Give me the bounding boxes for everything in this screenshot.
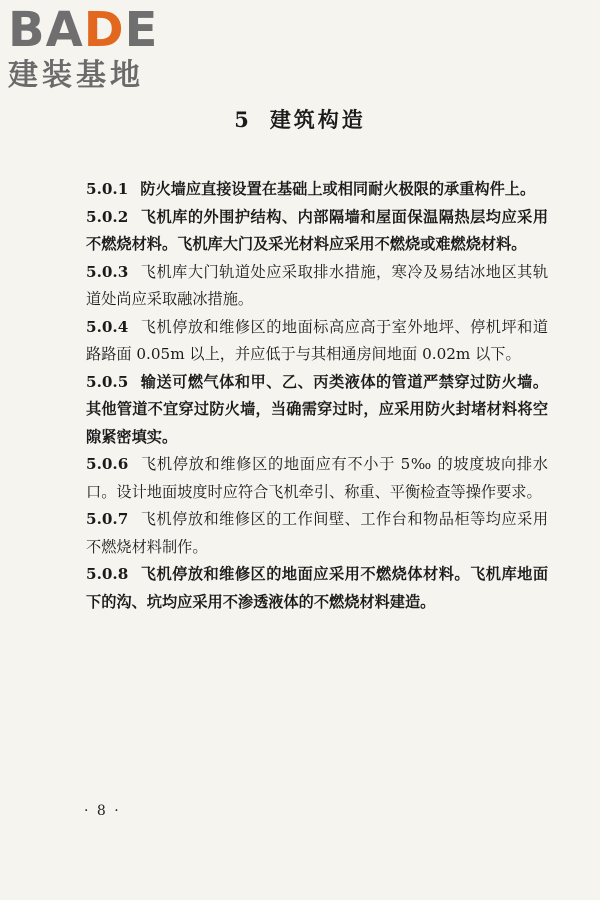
clause-5-0-6 <box>86 451 548 506</box>
clause-text: 飞机停放和维修区的工作间壁、工作台和物品柜等均应采用不燃烧材料制作。 <box>86 510 548 556</box>
clause-text: 飞机库大门轨道处应采取排水措施，寒冷及易结冰地区其轨道处尚应采取融冰措施。 <box>86 262 548 308</box>
clause-number: 5.0.7 <box>86 510 129 528</box>
brand-logo-wordmark <box>8 4 158 56</box>
clause-text: 飞机停放和维修区的地面标高应高于室外地坪、停机坪和道路路面 0.05m 以上，并应低于与其相通房间地面 0.02m 以下。 <box>86 317 548 363</box>
chapter-title <box>0 104 600 134</box>
chapter-number: 5 <box>234 107 252 132</box>
clause-text: 飞机库的外围护结构、内部隔墙和屋面保温隔热层均应采用不燃烧材料。飞机库大门及采光材料应采用不燃烧或难燃烧材料。 <box>86 207 548 253</box>
brand-logo-tail: E <box>124 2 159 58</box>
clause-5-0-1 <box>86 176 548 204</box>
clause-text: 防火墙应直接设置在基础上或相同耐火极限的承重构件上。 <box>140 180 536 198</box>
brand-logo-main: BA <box>8 2 84 58</box>
clause-list <box>86 176 548 616</box>
clause-number: 5.0.1 <box>86 180 129 198</box>
clause-5-0-3 <box>86 259 548 314</box>
brand-logo-accent: D <box>83 2 125 58</box>
clause-number: 5.0.6 <box>86 455 129 473</box>
brand-logo <box>8 4 178 96</box>
clause-number: 5.0.5 <box>86 372 129 391</box>
clause-5-0-4 <box>86 314 548 369</box>
clause-5-0-2 <box>86 204 548 259</box>
clause-text: 飞机停放和维修区的地面应采用不燃烧体材料。飞机库地面下的沟、坑均应采用不渗透液体的不燃烧材料建造。 <box>86 565 548 611</box>
page-number: · 8 · <box>84 803 121 819</box>
clause-number: 5.0.2 <box>86 207 129 226</box>
brand-logo-subtitle: 建装基地 <box>8 58 144 93</box>
clause-number: 5.0.8 <box>86 565 129 583</box>
clause-5-0-8 <box>86 561 548 616</box>
clause-number: 5.0.4 <box>86 317 129 336</box>
clause-text: 输送可燃气体和甲、乙、丙类液体的管道严禁穿过防火墙。其他管道不宜穿过防火墙，当确需穿过时，应采用防火封堵材料将空隙紧密填实。 <box>86 372 548 446</box>
chapter-title-text: 建筑构造 <box>269 107 366 132</box>
clause-number: 5.0.3 <box>86 262 129 281</box>
clause-5-0-5 <box>86 369 548 452</box>
clause-text: 飞机停放和维修区的地面应有不小于 5‰ 的坡度坡向排水口。设计地面坡度时应符合飞机牵引、称重、平衡检查等操作要求。 <box>86 455 548 501</box>
clause-5-0-7 <box>86 506 548 561</box>
